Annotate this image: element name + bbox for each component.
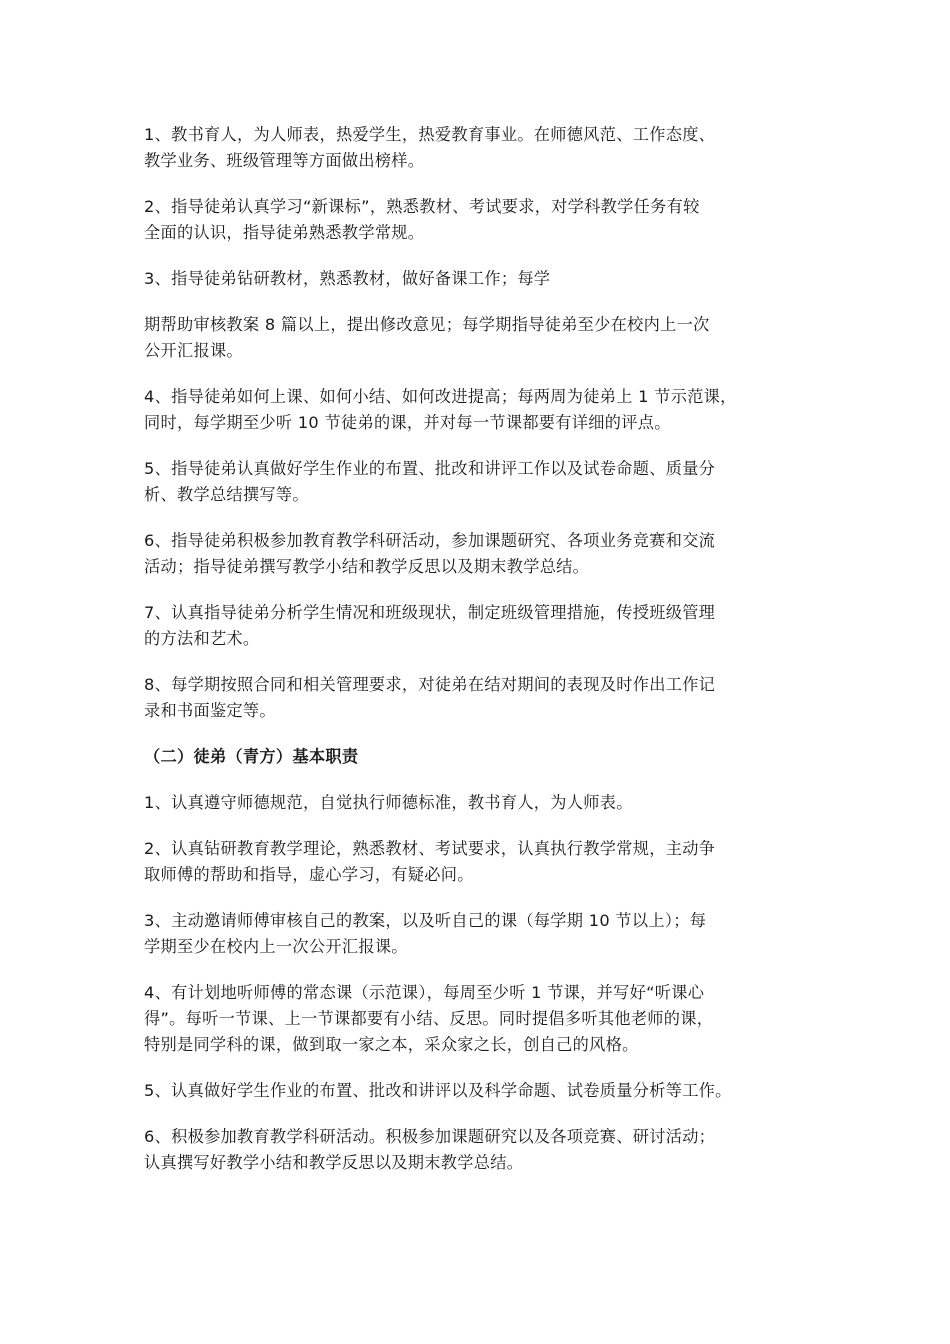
- paragraph-mentor-6: [144, 528, 824, 580]
- paragraph-mentor-3: [144, 266, 824, 292]
- text-line: 2、指导徒弟认真学习“新课标”，熟悉教材、考试要求，对学科教学任务有较: [144, 197, 700, 216]
- text-line: 期帮助审核教案 8 篇以上，提出修改意见；每学期指导徒弟至少在校内上一次: [144, 315, 710, 334]
- document-body: [144, 122, 824, 1196]
- section-heading: （二）徒弟（青方）基本职责: [144, 747, 359, 766]
- paragraph-mentor-3-continued: [144, 312, 824, 364]
- paragraph-mentor-7: [144, 600, 824, 652]
- paragraph-apprentice-3: [144, 908, 824, 960]
- paragraph-mentor-5: [144, 456, 824, 508]
- text-line: 认真撰写好教学小结和教学反思以及期末教学总结。: [144, 1153, 524, 1172]
- paragraph-mentor-4: [144, 384, 824, 436]
- text-line: 5、指导徒弟认真做好学生作业的布置、批改和讲评工作以及试卷命题、质量分: [144, 459, 716, 478]
- text-line: 取师傅的帮助和指导，虚心学习，有疑必问。: [144, 865, 474, 884]
- text-line: 活动；指导徒弟撰写教学小结和教学反思以及期末教学总结。: [144, 557, 590, 576]
- text-line: 1、认真遵守师德规范，自觉执行师德标准，教书育人，为人师表。: [144, 793, 633, 812]
- text-line: 录和书面鉴定等。: [144, 701, 276, 720]
- paragraph-apprentice-1: [144, 790, 824, 816]
- paragraph-apprentice-4: [144, 980, 824, 1058]
- text-line: 学期至少在校内上一次公开汇报课。: [144, 937, 408, 956]
- text-line: 4、有计划地听师傅的常态课（示范课），每周至少听 1 节课，并写好“听课心: [144, 983, 705, 1002]
- text-line: 析、教学总结撰写等。: [144, 485, 309, 504]
- text-line: 3、指导徒弟钻研教材，熟悉教材，做好备课工作；每学: [144, 269, 551, 288]
- text-line: 8、每学期按照合同和相关管理要求，对徒弟在结对期间的表现及时作出工作记: [144, 675, 716, 694]
- paragraph-apprentice-5: [144, 1078, 824, 1104]
- text-line: 教学业务、班级管理等方面做出榜样。: [144, 151, 425, 170]
- text-line: 同时，每学期至少听 10 节徒弟的课，并对每一节课都要有详细的评点。: [144, 413, 671, 432]
- text-line: 2、认真钻研教育教学理论，熟悉教材、考试要求，认真执行教学常规，主动争: [144, 839, 716, 858]
- paragraph-apprentice-2: [144, 836, 824, 888]
- text-line: 4、指导徒弟如何上课、如何小结、如何改进提高；每两周为徒弟上 1 节示范课，: [144, 387, 737, 406]
- text-line: 7、认真指导徒弟分析学生情况和班级现状，制定班级管理措施，传授班级管理: [144, 603, 716, 622]
- text-line: 6、指导徒弟积极参加教育教学科研活动，参加课题研究、各项业务竞赛和交流: [144, 531, 716, 550]
- paragraph-mentor-8: [144, 672, 824, 724]
- text-line: 得”。每听一节课、上一节课都要有小结、反思。同时提倡多听其他老师的课，: [144, 1009, 714, 1028]
- text-line: 的方法和艺术。: [144, 629, 260, 648]
- text-line: 1、教书育人，为人师表，热爱学生，热爱教育事业。在师德风范、工作态度、: [144, 125, 716, 144]
- text-line: 特别是同学科的课，做到取一家之本，采众家之长，创自己的风格。: [144, 1035, 639, 1054]
- paragraph-mentor-2: [144, 194, 824, 246]
- text-line: 3、主动邀请师傅审核自己的教案，以及听自己的课（每学期 10 节以上）；每: [144, 911, 707, 930]
- text-line: 公开汇报课。: [144, 341, 243, 360]
- text-line: 6、积极参加教育教学科研活动。积极参加课题研究以及各项竞赛、研讨活动；: [144, 1127, 716, 1146]
- paragraph-mentor-1: [144, 122, 824, 174]
- text-line: 5、认真做好学生作业的布置、批改和讲评以及科学命题、试卷质量分析等工作。: [144, 1081, 732, 1100]
- text-line: 全面的认识，指导徒弟熟悉教学常规。: [144, 223, 425, 242]
- paragraph-apprentice-6: [144, 1124, 824, 1176]
